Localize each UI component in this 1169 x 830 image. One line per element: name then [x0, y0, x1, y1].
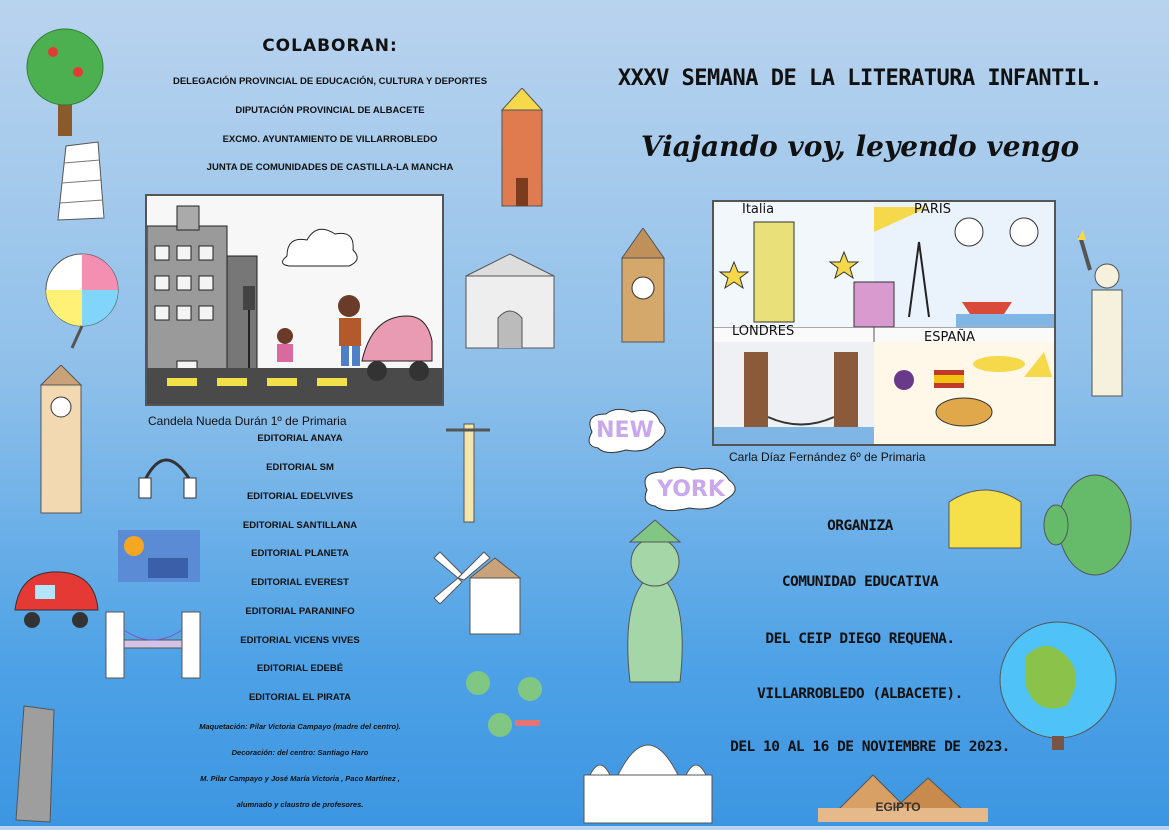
label-espana: ESPAÑA	[924, 330, 975, 345]
tower-bridge-drawing	[98, 600, 210, 685]
york-sticker-label: YORK	[657, 477, 725, 502]
leaning-tower-drawing	[10, 700, 60, 830]
headphones-drawing	[135, 440, 200, 520]
credit-line: alumnado y claustro de profesores.	[236, 800, 364, 809]
organiza-heading: ORGANIZA	[827, 518, 893, 534]
tree-drawing	[18, 22, 108, 142]
credit-line: Decoración: del centro: Santiago Haro	[231, 748, 369, 757]
label-londres: LONDRES	[732, 324, 795, 339]
credit-line: Maquetación: Pilar Victoria Campayo (madre del centro).	[199, 722, 401, 731]
page-subtitle: Viajando voy, leyendo vengo	[640, 130, 1080, 163]
monument-drawing	[460, 236, 560, 356]
right-child-drawing	[712, 200, 1056, 446]
big-ben-drawing	[36, 365, 86, 520]
taj-mahal-drawing	[578, 725, 718, 830]
colaboran-title: COLABORAN:	[262, 36, 398, 56]
editorial-item: EDITORIAL PARANINFO	[245, 606, 355, 617]
organiza-line: COMUNIDAD EDUCATIVA	[781, 574, 939, 590]
editorial-item: EDITORIAL PLANETA	[251, 548, 349, 559]
left-drawing-caption: Candela Nueda Durán 1º de Primaria	[148, 414, 347, 428]
editorial-item: EDITORIAL VICENS VIVES	[240, 635, 360, 646]
editorial-item: EDITORIAL EL PIRATA	[248, 692, 352, 703]
new-sticker	[582, 408, 668, 454]
editorial-item: EDITORIAL ANAYA	[257, 433, 343, 444]
colaborador-item: EXCMO. AYUNTAMIENTO DE VILLARROBLEDO	[222, 134, 438, 145]
organiza-line: DEL CEIP DIEGO REQUENA.	[765, 631, 955, 647]
egipto-label: EGIPTO	[875, 800, 921, 814]
colaborador-item: JUNTA DE COMUNIDADES DE CASTILLA-LA MANCHA	[206, 162, 454, 173]
colosseum-drawing	[945, 482, 1025, 557]
small-scene-drawing	[118, 530, 200, 587]
editorial-item: EDITORIAL SANTILLANA	[242, 520, 358, 531]
editorial-item: EDITORIAL SM	[266, 462, 334, 473]
car-drawing	[10, 565, 100, 635]
windmill-drawing	[428, 548, 533, 643]
new-sticker-label: NEW	[596, 418, 654, 443]
statue-of-liberty-drawing	[1068, 230, 1148, 405]
left-child-drawing	[145, 194, 444, 406]
colaborador-item: DIPUTACIÓN PROVINCIAL DE ALBACETE	[235, 105, 425, 116]
editorial-item: EDITORIAL EVEREST	[251, 577, 349, 588]
globe-drawing	[996, 606, 1126, 756]
red-building-drawing	[498, 88, 546, 213]
york-sticker	[637, 466, 745, 514]
label-italia: Italia	[742, 202, 775, 217]
clock-tower-drawing	[618, 228, 668, 348]
cactus-drawing	[1040, 455, 1140, 585]
label-paris: PARIS	[914, 202, 952, 217]
editorial-item: EDITORIAL EDELVIVES	[246, 491, 354, 502]
credit-line: M. Pilar Campayo y José María Victoria , Paco Martínez ,	[200, 774, 400, 783]
liberty-statue-green-drawing	[600, 512, 710, 692]
right-drawing-caption: Carla Díaz Fernández 6º de Primaria	[729, 450, 926, 464]
egipto-drawing	[818, 770, 988, 822]
page-title: XXXV SEMANA DE LA LITERATURA INFANTIL.	[617, 66, 1103, 91]
lollipop-drawing	[42, 250, 122, 355]
colaborador-item: DELEGACIÓN PROVINCIAL DE EDUCACIÓN, CULTURA Y DEPORTES	[172, 76, 488, 87]
editorial-item: EDITORIAL EDEBÉ	[256, 663, 344, 674]
crane-drawing	[440, 420, 495, 530]
organiza-line: VILLARROBLEDO (ALBACETE).	[757, 686, 963, 702]
park-drawing	[460, 665, 550, 755]
pisa-tower-drawing	[38, 138, 118, 228]
event-dates: DEL 10 AL 16 DE NOVIEMBRE DE 2023.	[730, 739, 1010, 755]
